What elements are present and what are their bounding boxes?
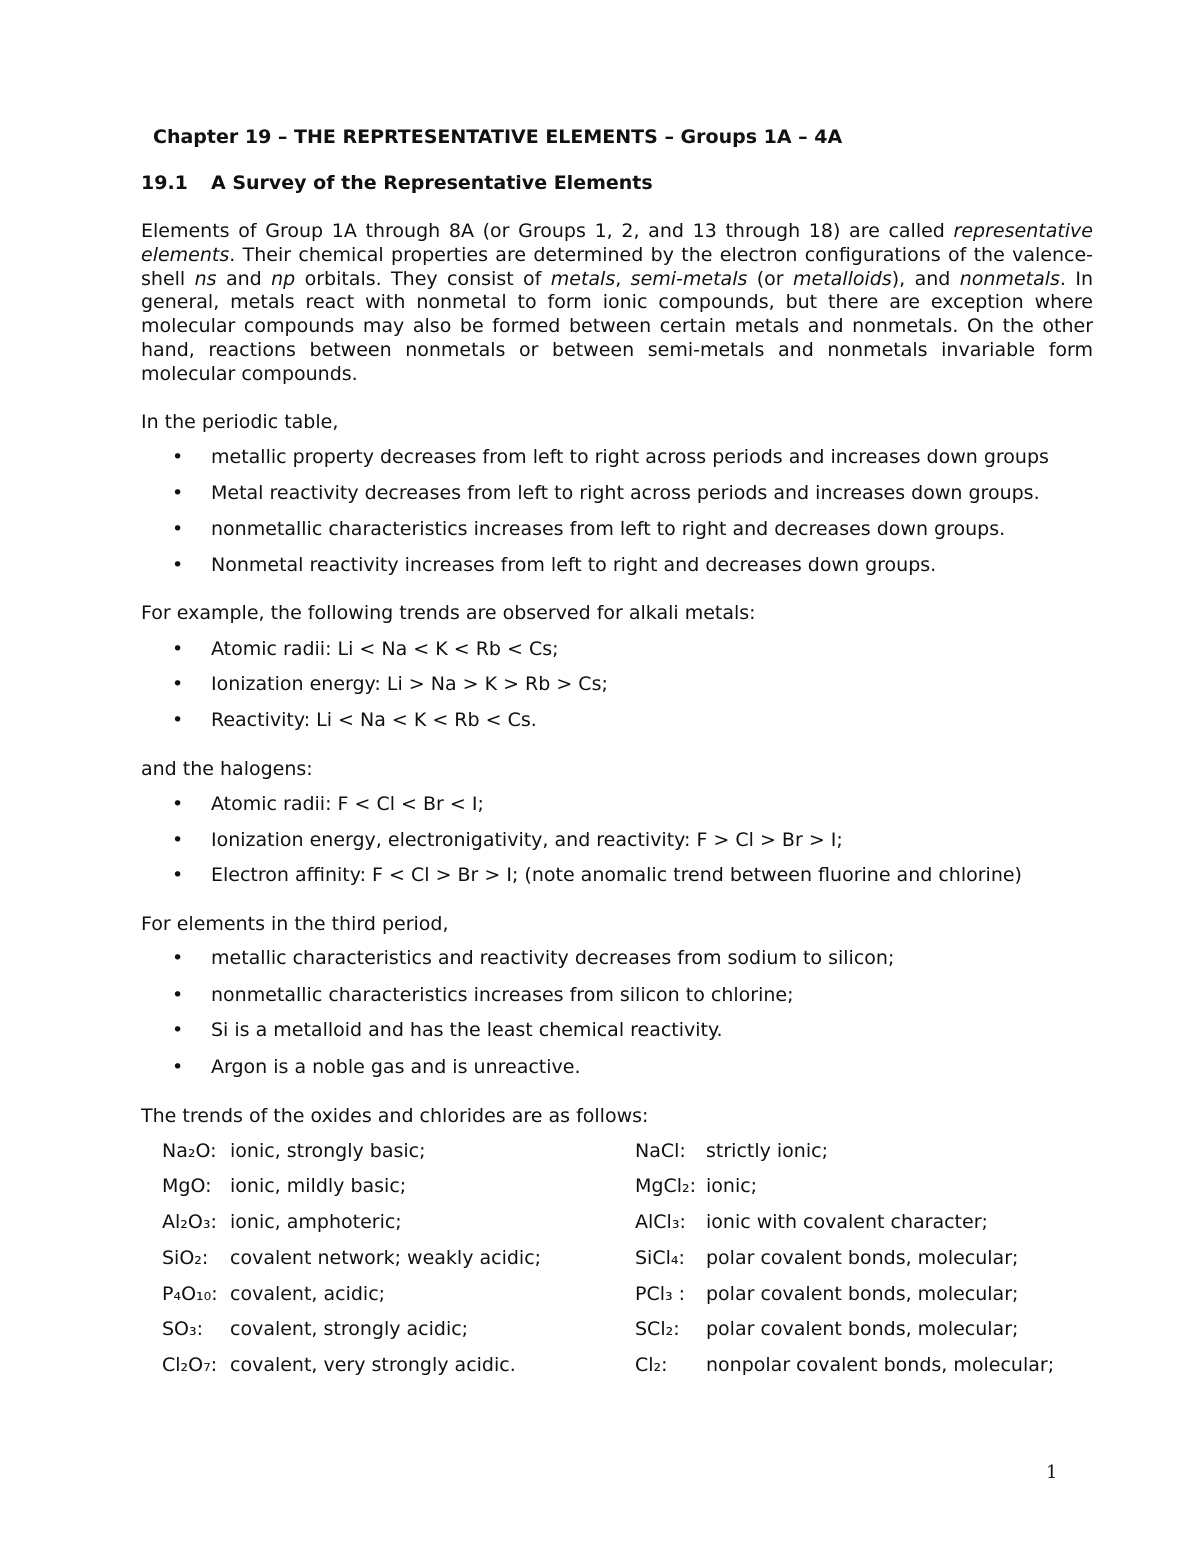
term-metalloids: metalloids <box>793 267 892 290</box>
oxide-formula: SiO₂: <box>162 1247 209 1269</box>
list-item: nonmetallic characteristics increases from left to right and decreases down groups. <box>211 518 1006 540</box>
halogens-lead: and the halogens: <box>141 758 313 780</box>
section-number: 19.1 <box>141 172 188 194</box>
term-np: np <box>271 267 296 290</box>
bullet-icon: • <box>172 793 184 815</box>
bullet-icon: • <box>172 638 184 660</box>
oxide-description: covalent, strongly acidic; <box>230 1318 469 1340</box>
list-item: metallic property decreases from left to right across periods and increases down groups <box>211 446 1049 468</box>
bullet-icon: • <box>172 1056 184 1078</box>
bullet-icon: • <box>172 482 184 504</box>
list-item: Ionization energy: Li > Na > K > Rb > Cs; <box>211 673 608 695</box>
oxide-formula: Cl₂O₇: <box>162 1354 218 1376</box>
alkali-lead: For example, the following trends are observed for alkali metals: <box>141 602 756 624</box>
chloride-description: ionic with covalent character; <box>706 1211 988 1233</box>
term-semi-metals: semi-metals <box>630 267 748 290</box>
list-item: Metal reactivity decreases from left to right across periods and increases down groups. <box>211 482 1040 504</box>
oxide-formula: Al₂O₃: <box>162 1211 217 1233</box>
chloride-description: strictly ionic; <box>706 1140 828 1162</box>
chloride-formula: PCl₃ : <box>635 1283 686 1305</box>
oxides-chlorides-lead: The trends of the oxides and chlorides are as follows: <box>141 1105 649 1127</box>
chloride-formula: Cl₂: <box>635 1354 668 1376</box>
bullet-icon: • <box>172 518 184 540</box>
bullet-icon: • <box>172 554 184 576</box>
periodic-lead: In the periodic table, <box>141 411 339 433</box>
chloride-description: polar covalent bonds, molecular; <box>706 1283 1019 1305</box>
bullet-icon: • <box>172 446 184 468</box>
bullet-icon: • <box>172 709 184 731</box>
list-item: Ionization energy, electronigativity, and reactivity: F > Cl > Br > I; <box>211 829 843 851</box>
list-item: Electron affinity: F < Cl > Br > I; (note anomalic trend between fluorine and chlorine) <box>211 864 1022 886</box>
section-title: A Survey of the Representative Elements <box>211 172 653 194</box>
term-ns: ns <box>194 267 217 290</box>
bullet-icon: • <box>172 864 184 886</box>
oxide-description: covalent, acidic; <box>230 1283 386 1305</box>
chloride-description: ionic; <box>706 1175 758 1197</box>
bullet-icon: • <box>172 829 184 851</box>
term-metals: metals <box>550 267 616 290</box>
third-period-lead: For elements in the third period, <box>141 913 449 935</box>
bullet-icon: • <box>172 673 184 695</box>
chapter-title: Chapter 19 – THE REPRTESENTATIVE ELEMENTS – Groups 1A – 4A <box>153 126 843 148</box>
term-representative-elements: representative elements <box>141 220 1093 266</box>
list-item: Reactivity: Li < Na < K < Rb < Cs. <box>211 709 537 731</box>
chloride-formula: SCl₂: <box>635 1318 680 1340</box>
oxide-formula: P₄O₁₀: <box>162 1283 218 1305</box>
list-item: Si is a metalloid and has the least chemical reactivity. <box>211 1019 723 1041</box>
chloride-description: polar covalent bonds, molecular; <box>706 1247 1019 1269</box>
intro-paragraph: Elements of Group 1A through 8A (or Groups 1, 2, and 13 through 18) are called representative elements. Their chemical properties are determined by the electron configurations of the valence-shell ns and np orbitals. They consist of metals, semi-metals (or metalloids), and nonmetals. In general, metals react with nonmetal to form ionic compounds, but there are exception where molecular compounds may also be formed between certain metals and nonmetals. On the other hand, reactions between nonmetals or between semi-metals and nonmetals invariable form molecular compounds. <box>141 220 1093 385</box>
chloride-formula: MgCl₂: <box>635 1175 697 1197</box>
page-number: 1 <box>1046 1462 1058 1483</box>
list-item: Argon is a noble gas and is unreactive. <box>211 1056 581 1078</box>
oxide-description: covalent, very strongly acidic. <box>230 1354 516 1376</box>
list-item: Atomic radii: Li < Na < K < Rb < Cs; <box>211 638 559 660</box>
bullet-icon: • <box>172 947 184 969</box>
list-item: metallic characteristics and reactivity decreases from sodium to silicon; <box>211 947 895 969</box>
oxide-formula: Na₂O: <box>162 1140 217 1162</box>
bullet-icon: • <box>172 984 184 1006</box>
chloride-formula: NaCl: <box>635 1140 686 1162</box>
oxide-description: ionic, mildly basic; <box>230 1175 407 1197</box>
oxide-description: covalent network; weakly acidic; <box>230 1247 542 1269</box>
list-item: Atomic radii: F < Cl < Br < I; <box>211 793 484 815</box>
bullet-icon: • <box>172 1019 184 1041</box>
oxide-formula: MgO: <box>162 1175 212 1197</box>
chloride-formula: SiCl₄: <box>635 1247 685 1269</box>
term-nonmetals: nonmetals <box>959 267 1060 290</box>
oxide-description: ionic, strongly basic; <box>230 1140 426 1162</box>
list-item: Nonmetal reactivity increases from left to right and decreases down groups. <box>211 554 937 576</box>
oxide-formula: SO₃: <box>162 1318 204 1340</box>
oxide-description: ionic, amphoteric; <box>230 1211 402 1233</box>
chloride-description: polar covalent bonds, molecular; <box>706 1318 1019 1340</box>
list-item: nonmetallic characteristics increases from silicon to chlorine; <box>211 984 794 1006</box>
chloride-description: nonpolar covalent bonds, molecular; <box>706 1354 1055 1376</box>
chloride-formula: AlCl₃: <box>635 1211 686 1233</box>
